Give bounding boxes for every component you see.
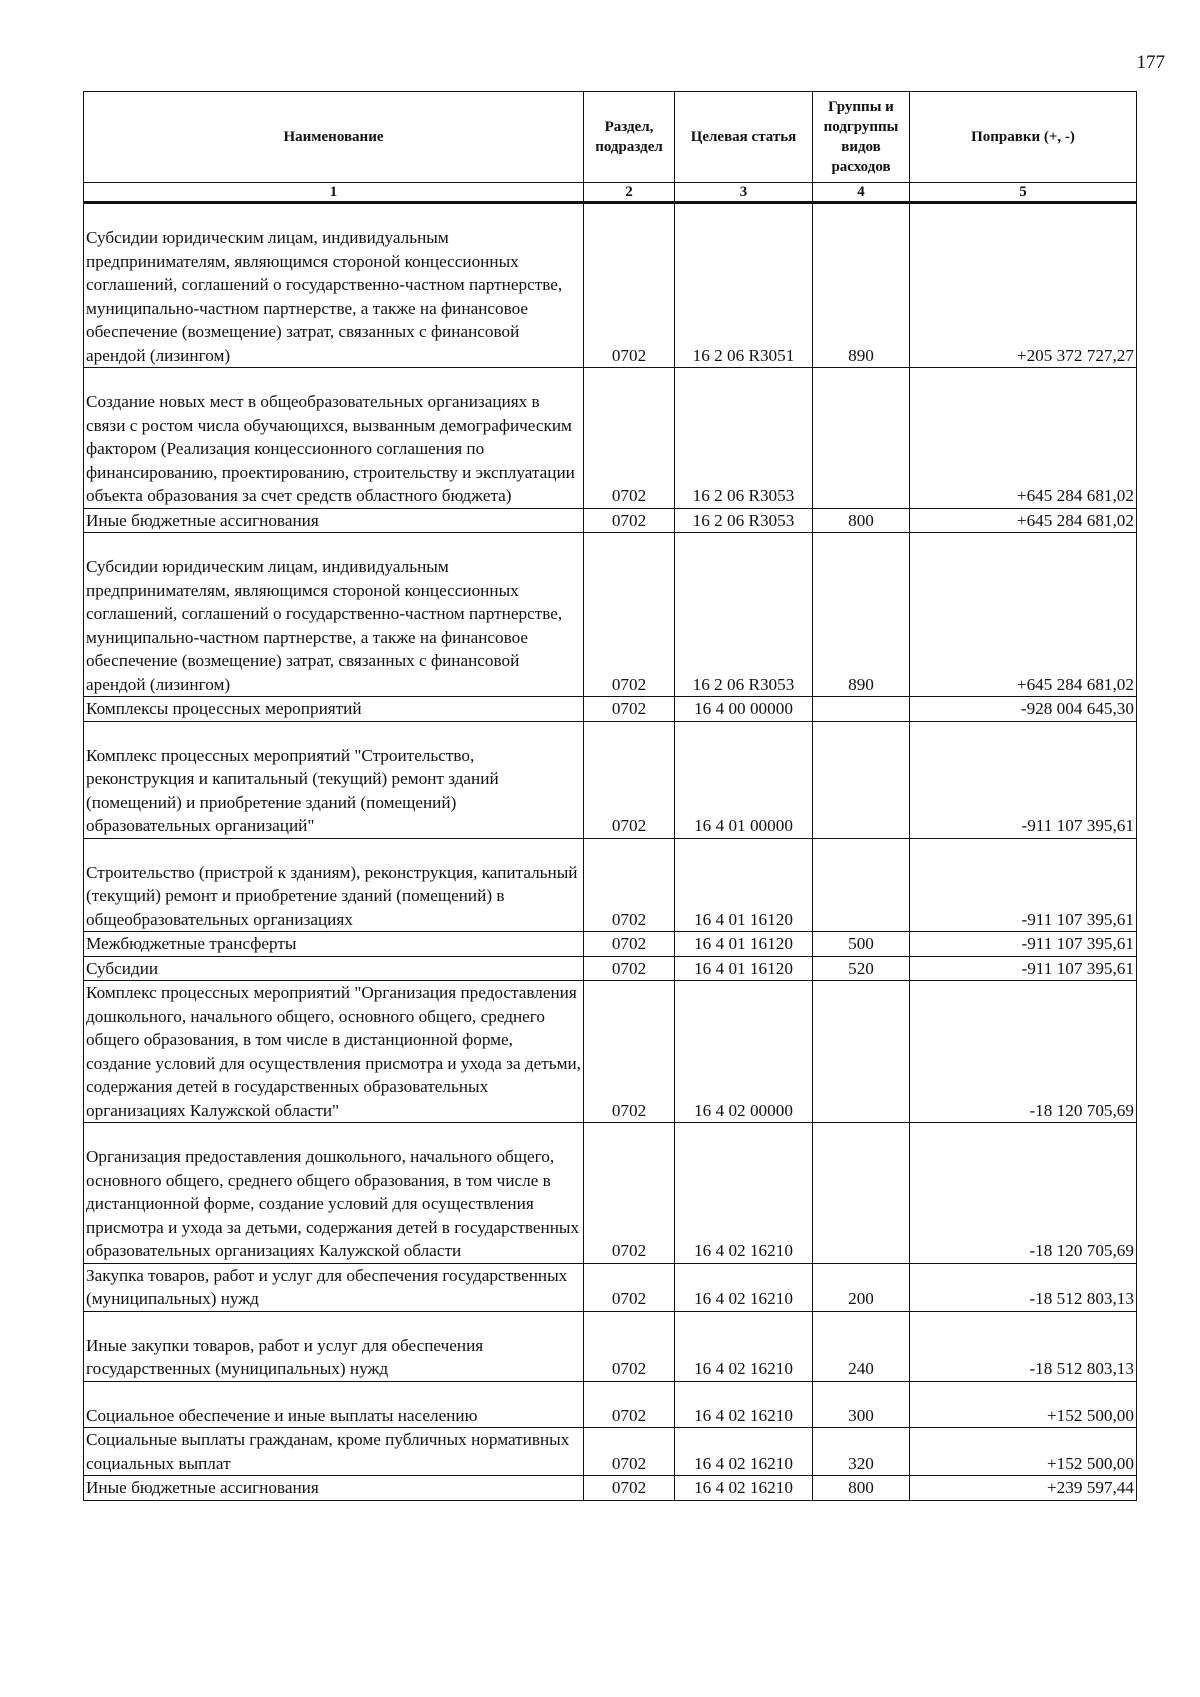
row-section: 0702	[584, 838, 675, 932]
header-section: Раздел, подраздел	[584, 92, 675, 183]
table-row	[84, 203, 1137, 368]
table-row	[84, 838, 1137, 932]
row-name: Субсидии юридическим лицам, индивидуальным предпринимателям, являющимся стороной концессионных соглашений, соглашений о государственно-частном партнерстве, муниципально-частном партнерстве, а также на финансовое обеспечение (возмещение) затрат, связанных с финансовой арендой (лизингом)	[84, 203, 584, 368]
row-name: Комплекс процессных мероприятий "Организация предоставления дошкольного, начального общего, основного общего, среднего общего образования, в том числе в дистанционной форме, создание условий для осуществления присмотра и ухода за детьми, содержания детей в государственных образовательных организациях Калужской области"	[84, 981, 584, 1123]
row-amount: -911 107 395,61	[910, 956, 1137, 981]
row-amount: -18 120 705,69	[910, 1123, 1137, 1264]
row-group	[813, 697, 910, 722]
row-group: 500	[813, 932, 910, 957]
table-row	[84, 1381, 1137, 1428]
row-article: 16 4 01 16120	[675, 956, 813, 981]
table-row	[84, 697, 1137, 722]
row-name: Иные бюджетные ассигнования	[84, 1476, 584, 1501]
table-row	[84, 1263, 1137, 1311]
row-name: Создание новых мест в общеобразовательных организациях в связи с ростом числа обучающихся, вызванным демографическим фактором (Реализация концессионного соглашения по финансированию, проектированию, строительству и эксплуатации объекта образования за счет средств областного бюджета)	[84, 368, 584, 509]
row-group: 800	[813, 508, 910, 533]
header-group: Группы и подгруппы видов расходов	[813, 92, 910, 183]
row-name: Строительство (пристрой к зданиям), реконструкция, капитальный (текущий) ремонт и приобретение зданий (помещений) в общеобразовательных организациях	[84, 838, 584, 932]
header-name: Наименование	[84, 92, 584, 183]
row-group: 200	[813, 1263, 910, 1311]
row-name: Межбюджетные трансферты	[84, 932, 584, 957]
row-amount: -911 107 395,61	[910, 721, 1137, 838]
table-row	[84, 981, 1137, 1123]
table-row	[84, 368, 1137, 509]
row-name: Социальное обеспечение и иные выплаты населению	[84, 1381, 584, 1428]
row-name: Иные бюджетные ассигнования	[84, 508, 584, 533]
row-amount: +645 284 681,02	[910, 508, 1137, 533]
row-section: 0702	[584, 721, 675, 838]
row-name: Субсидии	[84, 956, 584, 981]
row-group: 300	[813, 1381, 910, 1428]
row-section: 0702	[584, 533, 675, 697]
header-article: Целевая статья	[675, 92, 813, 183]
row-article: 16 4 00 00000	[675, 697, 813, 722]
row-amount: -928 004 645,30	[910, 697, 1137, 722]
row-group: 890	[813, 203, 910, 368]
column-number: 5	[910, 183, 1137, 203]
row-section: 0702	[584, 1263, 675, 1311]
row-name: Социальные выплаты гражданам, кроме публичных нормативных социальных выплат	[84, 1428, 584, 1476]
column-number: 4	[813, 183, 910, 203]
header-amendment: Поправки (+, -)	[910, 92, 1137, 183]
row-section: 0702	[584, 368, 675, 509]
row-article: 16 4 02 16210	[675, 1311, 813, 1381]
budget-amendments-table	[83, 91, 1137, 1501]
row-group: 240	[813, 1311, 910, 1381]
row-article: 16 2 06 R3053	[675, 368, 813, 509]
row-name: Закупка товаров, работ и услуг для обеспечения государственных (муниципальных) нужд	[84, 1263, 584, 1311]
row-amount: +645 284 681,02	[910, 368, 1137, 509]
row-article: 16 4 02 16210	[675, 1263, 813, 1311]
table-row	[84, 1476, 1137, 1501]
table-row	[84, 721, 1137, 838]
row-article: 16 4 02 16210	[675, 1428, 813, 1476]
table-row	[84, 508, 1137, 533]
table-row	[84, 932, 1137, 957]
row-section: 0702	[584, 697, 675, 722]
row-article: 16 4 02 00000	[675, 981, 813, 1123]
row-group: 320	[813, 1428, 910, 1476]
row-amount: -18 512 803,13	[910, 1263, 1137, 1311]
column-number: 1	[84, 183, 584, 203]
row-article: 16 4 02 16210	[675, 1476, 813, 1501]
row-name: Комплекс процессных мероприятий "Строительство, реконструкция и капитальный (текущий) ремонт зданий (помещений) и приобретение зданий (помещений) образовательных организаций"	[84, 721, 584, 838]
row-section: 0702	[584, 932, 675, 957]
row-section: 0702	[584, 981, 675, 1123]
table-body	[84, 203, 1137, 1501]
row-section: 0702	[584, 1476, 675, 1501]
row-article: 16 2 06 R3053	[675, 533, 813, 697]
row-amount: -18 120 705,69	[910, 981, 1137, 1123]
row-section: 0702	[584, 1381, 675, 1428]
row-group: 890	[813, 533, 910, 697]
row-name: Субсидии юридическим лицам, индивидуальным предпринимателям, являющимся стороной концессионных соглашений, соглашений о государственно-частном партнерстве, муниципально-частном партнерстве, а также на финансовое обеспечение (возмещение) затрат, связанных с финансовой арендой (лизингом)	[84, 533, 584, 697]
row-article: 16 2 06 R3053	[675, 508, 813, 533]
row-group	[813, 721, 910, 838]
row-section: 0702	[584, 508, 675, 533]
table-row	[84, 956, 1137, 981]
row-amount: +645 284 681,02	[910, 533, 1137, 697]
table-row	[84, 1123, 1137, 1264]
column-number: 3	[675, 183, 813, 203]
row-group	[813, 1123, 910, 1264]
row-name: Организация предоставления дошкольного, начального общего, основного общего, среднего общего образования, в том числе в дистанционной форме, создание условий для осуществления присмотра и ухода за детьми, содержания детей в государственных образовательных организациях Калужской области	[84, 1123, 584, 1264]
row-article: 16 4 02 16210	[675, 1381, 813, 1428]
page-number: 177	[1136, 52, 1165, 73]
row-group	[813, 981, 910, 1123]
row-name: Комплексы процессных мероприятий	[84, 697, 584, 722]
column-number: 2	[584, 183, 675, 203]
row-amount: +205 372 727,27	[910, 203, 1137, 368]
row-article: 16 4 01 16120	[675, 932, 813, 957]
row-section: 0702	[584, 1428, 675, 1476]
row-amount: +152 500,00	[910, 1428, 1137, 1476]
row-group: 800	[813, 1476, 910, 1501]
row-amount: -18 512 803,13	[910, 1311, 1137, 1381]
table-row	[84, 1311, 1137, 1381]
row-amount: +239 597,44	[910, 1476, 1137, 1501]
row-section: 0702	[584, 203, 675, 368]
row-name: Иные закупки товаров, работ и услуг для обеспечения государственных (муниципальных) нужд	[84, 1311, 584, 1381]
table-row	[84, 1428, 1137, 1476]
table-header-row	[84, 92, 1137, 183]
row-amount: +152 500,00	[910, 1381, 1137, 1428]
row-section: 0702	[584, 1311, 675, 1381]
row-amount: -911 107 395,61	[910, 838, 1137, 932]
row-article: 16 4 02 16210	[675, 1123, 813, 1264]
row-amount: -911 107 395,61	[910, 932, 1137, 957]
row-article: 16 2 06 R3051	[675, 203, 813, 368]
row-group: 520	[813, 956, 910, 981]
row-article: 16 4 01 00000	[675, 721, 813, 838]
row-article: 16 4 01 16120	[675, 838, 813, 932]
table-row	[84, 533, 1137, 697]
row-group	[813, 838, 910, 932]
row-section: 0702	[584, 1123, 675, 1264]
row-section: 0702	[584, 956, 675, 981]
row-group	[813, 368, 910, 509]
column-number-row	[84, 183, 1137, 203]
